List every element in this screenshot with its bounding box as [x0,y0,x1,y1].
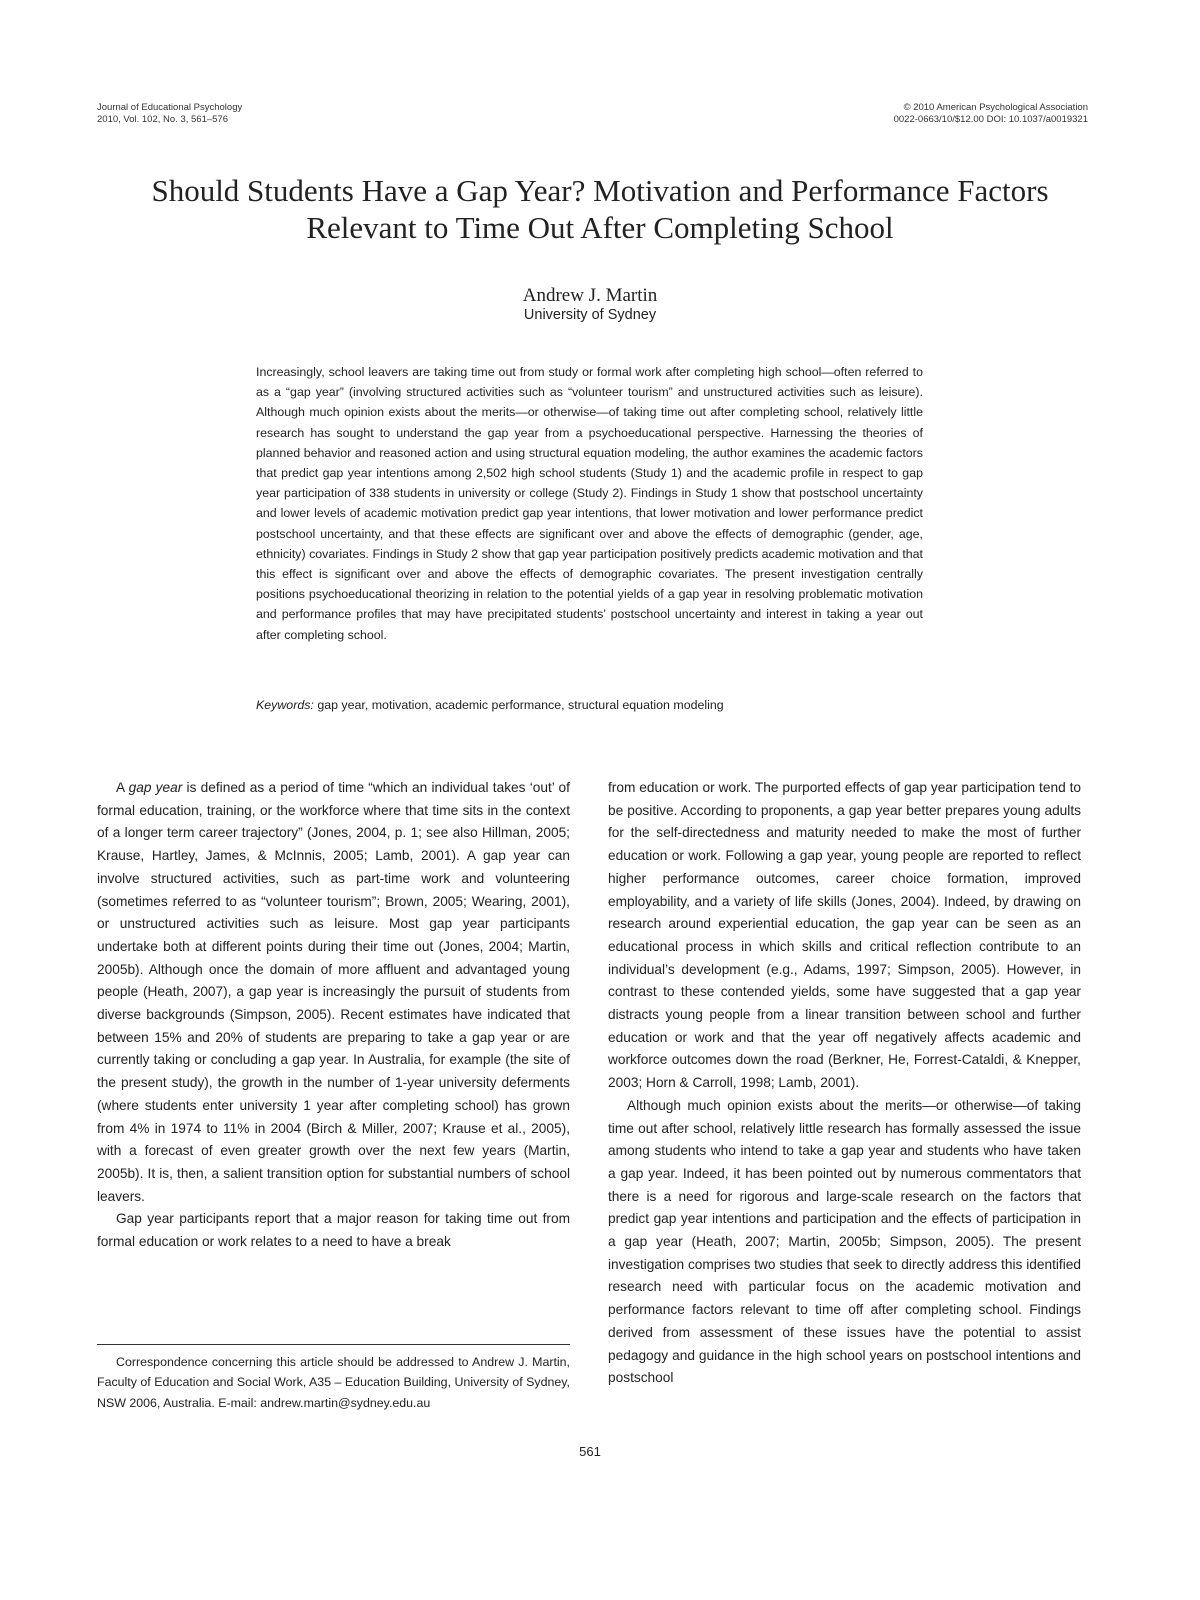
journal-volume: 2010, Vol. 102, No. 3, 561–576 [97,114,228,125]
body-column-right [608,777,1081,1390]
body-paragraph-3: from education or work. The purported effects of gap year participation tend to be positive. According to proponents, a gap year better prepares young adults for the self-directedness and maturity needed to make the most of further education or work. Following a gap year, young people are reported to reflect higher performance outcomes, career choice formation, improved employability, and a variety of life skills (Jones, 2004). Indeed, by drawing on research around experiential education, the gap year can be seen as an educational process in which skills and critical reflection contribute to an individual’s development (e.g., Adams, 1997; Simpson, 2005). However, in contrast to these contended yields, some have suggested that a gap year distracts young people from a linear transition between school and further education or work and that the year off negatively affects academic and workforce outcomes down the road (Berkner, He, Forrest-Cataldi, & Knepper, 2003; Horn & Carroll, 1998; Lamb, 2001). [608,780,1081,1091]
abstract: Increasingly, school leavers are taking time out from study or formal work after completing high school—often referred to as a “gap year” (involving structured activities such as “volunteer tourism” and unstructured activities such as leisure). Although much opinion exists about the merits—or otherwise—of taking time out after completing school, relatively little research has sought to understand the gap year from a psychoeducational perspective. Harnessing the theories of planned behavior and reasoned action and using structural equation modeling, the author examines the academic factors that predict gap year intentions among 2,502 high school students (Study 1) and the academic profile in respect to gap year participation of 338 students in university or college (Study 2). Findings in Study 1 show that postschool uncertainty and lower levels of academic motivation predict gap year intentions, that lower motivation and lower performance predict postschool uncertainty, and that these effects are significant over and above the effects of demographic (gender, age, ethnicity) covariates. Findings in Study 2 show that gap year participation positively predicts academic motivation and that this effect is significant over and above the effects of demographic covariates. The present investigation centrally positions psychoeducational theorizing in relation to the potential yields of a gap year in resolving problematic motivation and performance profiles that may have precipitated students’ postschool uncertainty and interest in taking a year out after completing school. [256,365,923,642]
author-affiliation: University of Sydney [523,307,657,323]
keywords-text: gap year, motivation, academic performance, structural equation modeling [317,698,724,712]
author-name: Andrew J. Martin [522,285,658,306]
p1-term: gap year [128,780,183,795]
keywords-label: Keywords: [256,698,314,712]
title-line-2: Relevant to Time Out After Completing School [306,210,894,245]
journal-header-left [97,102,242,126]
p1-text: is defined as a period of time “which an individual takes ‘out’ of formal education, training, or the workforce where that time sits in the context of a longer term career trajectory” (Jones, 2004, p. 1; see also Hillman, 2005; Krause, Hartley, James, & McInnis, 2005; Lamb, 2001). A gap year can involve structured activities, such as part-time work and volunteering (sometimes referred to as “volunteer tourism”; Brown, 2005; Wearing, 2001), or unstructured activities such as leisure. Most gap year participants undertake both at different points during their time out (Jones, 2004; Martin, 2005b). Although once the domain of more affluent and advantaged young people (Heath, 2007), a gap year is increasingly the pursuit of students from diverse backgrounds (Simpson, 2005). Recent estimates have indicated that between 15% and 20% of students are preparing to take a gap year or are currently taking or concluding a gap year. In Australia, for example (the site of the present study), the growth in the number of 1-year university deferments (where students enter university 1 year after completing school) has grown from 4% in 1974 to 11% in 2004 (Birch & Miller, 2007; Krause et al., 2005), with a forecast of even greater growth over the next few years (Martin, 2005b). It is, then, a salient transition option for substantial numbers of school leavers. [97,780,570,1204]
body-paragraph-2: Gap year participants report that a major reason for taking time out from formal education or work relates to a need to have a break [97,1211,570,1250]
article-title [80,172,1120,246]
body-column-left [97,777,570,1254]
page-number: 561 [579,1444,601,1459]
doi-line: 0022-0663/10/$12.00 DOI: 10.1037/a0019321 [893,114,1088,125]
footnote-divider [97,1344,570,1345]
keywords [256,698,923,712]
journal-header-right [894,102,1088,126]
p1-lead: A [116,780,125,795]
body-paragraph-4: Although much opinion exists about the merits—or otherwise—of taking time out after school, relatively little research has formally assessed the issue among students who intend to take a gap year and students who have taken a gap year. Indeed, it has been pointed out by numerous commentators that there is a need for rigorous and large-scale research on the factors that predict gap year intentions and participation and the effects of participation in a gap year (Heath, 2007; Martin, 2005b; Simpson, 2005). The present investigation comprises two studies that seek to directly address this identified research need with particular focus on the academic motivation and performance factors relevant to time off after completing school. Findings derived from assessment of these issues have the potential to assist pedagogy and guidance in the high school years on postschool intentions and postschool [608,1097,1081,1386]
title-line-1: Should Students Have a Gap Year? Motivation and Performance Factors [151,173,1049,208]
copyright-line: © 2010 American Psychological Association [903,102,1088,113]
body-paragraph-1 [97,777,570,1208]
journal-name: Journal of Educational Psychology [97,102,243,113]
correspondence-footnote: Correspondence concerning this article should be addressed to Andrew J. Martin, Faculty of Education and Social Work, A35 – Education Building, University of Sydney, NSW 2006, Australia. E-mail: andrew.martin@sydney.edu.au [97,1355,570,1410]
